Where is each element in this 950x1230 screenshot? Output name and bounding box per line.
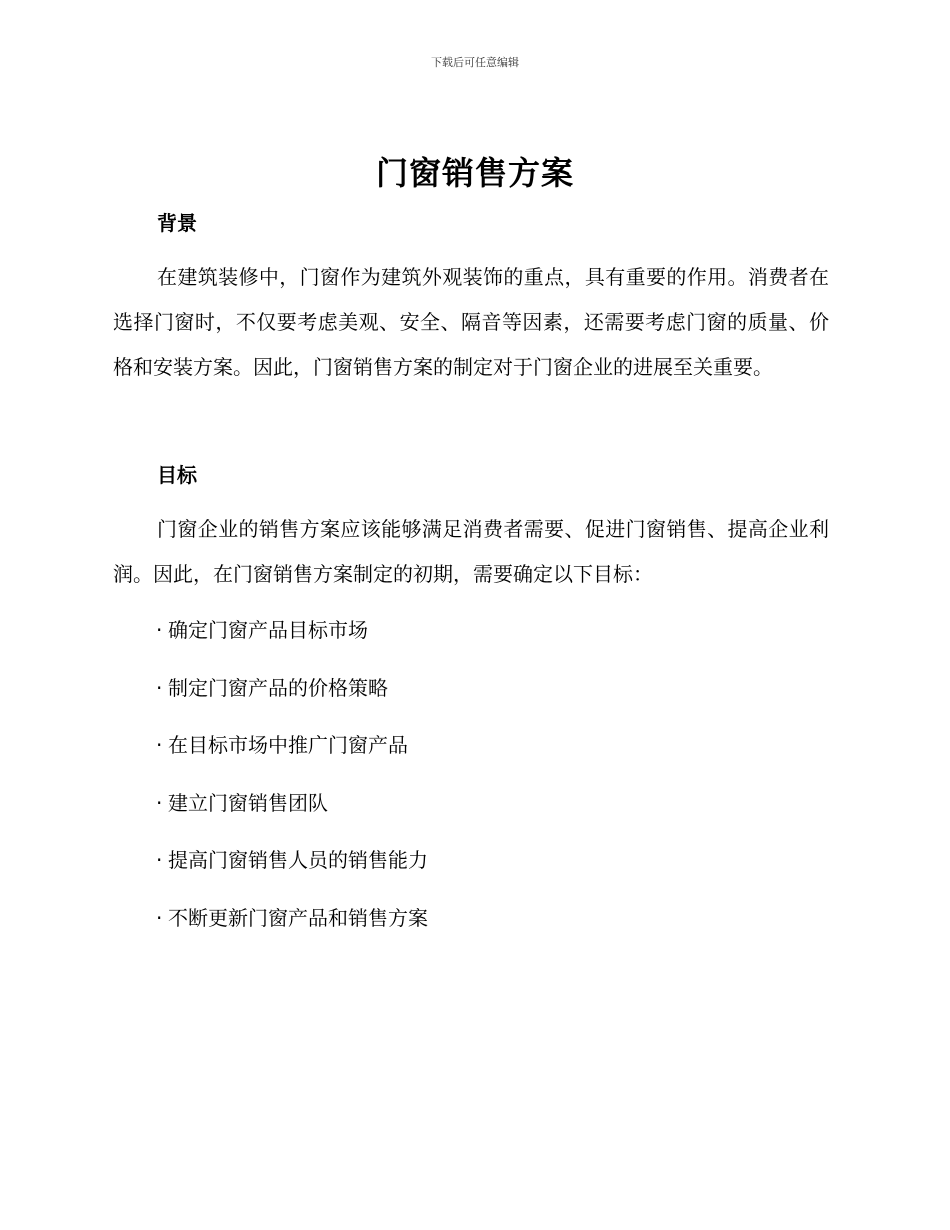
list-item [156,727,428,785]
bullet-icon: · [156,618,163,642]
list-item [156,612,428,670]
list-item-text: 制定门窗产品的价格策略 [168,675,388,700]
goals-paragraph: 门窗企业的销售方案应该能够满足消费者需要、促进门窗销售、提高企业利润。因此，在门窗销售方案制定的初期，需要确定以下目标： [113,517,829,586]
bullet-icon: · [156,790,163,815]
list-item [156,842,428,900]
bullet-icon: · [156,848,163,872]
header-note: 下载后可任意编辑 [431,56,519,69]
bullet-icon: · [156,905,163,930]
list-item [156,670,428,728]
list-item-text: 提高门窗销售人员的销售能力 [168,848,428,872]
background-paragraph: 在建筑装修中，门窗作为建筑外观装饰的重点，具有重要的作用。消费者在选择门窗时，不仅要考虑美观、安全、隔音等因素，还需要考虑门窗的质量、价格和安装方案。因此，门窗销售方案的制定对于门窗企业的进展至关重要。 [113,265,829,379]
list-item [156,900,428,958]
page-title: 门窗销售方案 [375,154,574,192]
section-heading-background: 背景 [157,211,197,235]
section-heading-goals: 目标 [157,463,197,487]
list-item-text: 在目标市场中推广门窗产品 [168,733,408,757]
list-item-text: 建立门窗销售团队 [168,790,328,815]
list-item-text: 不断更新门窗产品和销售方案 [168,905,428,930]
list-item [156,785,428,843]
bullet-icon: · [156,733,163,757]
bullet-icon: · [156,675,163,700]
list-item-text: 确定门窗产品目标市场 [168,618,368,642]
goals-list [156,612,428,957]
